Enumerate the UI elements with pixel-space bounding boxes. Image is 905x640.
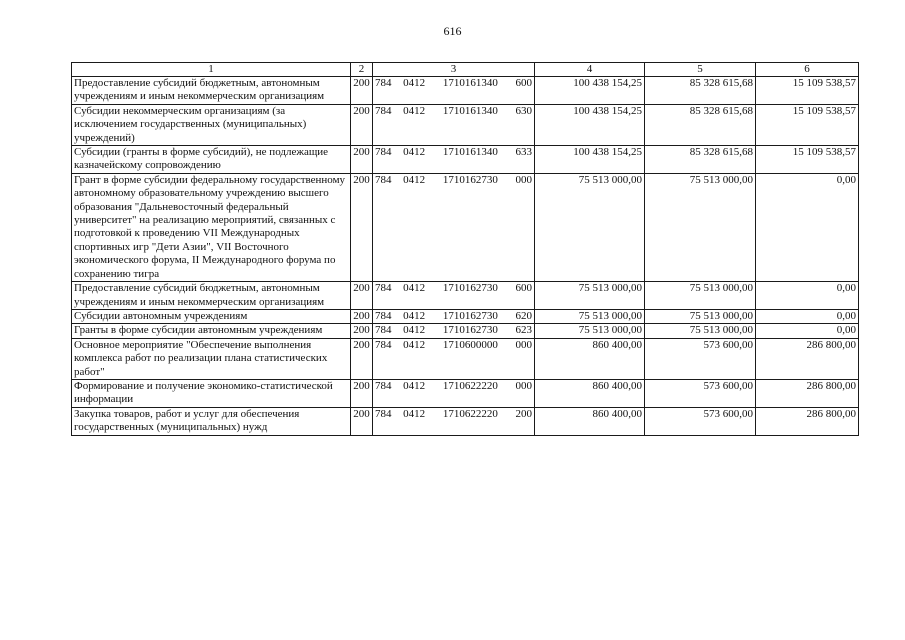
row-col2: 200 xyxy=(351,407,373,435)
header-col-5: 5 xyxy=(645,63,756,77)
table-row xyxy=(72,104,859,145)
row-value-4: 860 400,00 xyxy=(535,338,645,379)
row-col2: 200 xyxy=(351,379,373,407)
code-ved: 784 xyxy=(375,77,392,89)
code-vr: 630 xyxy=(515,104,532,117)
row-value-5: 573 600,00 xyxy=(645,338,756,379)
code-vr: 000 xyxy=(515,173,532,186)
row-col2: 200 xyxy=(351,324,373,338)
row-value-5: 85 328 615,68 xyxy=(645,146,756,174)
code-kcsr: 1710162730 xyxy=(442,173,498,186)
header-col-4: 4 xyxy=(535,63,645,77)
row-col2: 200 xyxy=(351,77,373,105)
row-col2: 200 xyxy=(351,146,373,174)
row-value-6: 0,00 xyxy=(756,282,859,310)
row-col2: 200 xyxy=(351,309,373,323)
code-razdel: 0412 xyxy=(403,379,426,392)
code-vr: 000 xyxy=(515,379,532,392)
table-row xyxy=(72,77,859,105)
row-code xyxy=(373,146,535,174)
header-col-2: 2 xyxy=(351,63,373,77)
code-ved: 784 xyxy=(375,338,392,351)
row-code xyxy=(373,379,535,407)
row-value-6: 0,00 xyxy=(756,324,859,338)
row-value-5: 573 600,00 xyxy=(645,407,756,435)
row-value-5: 85 328 615,68 xyxy=(645,77,756,105)
code-ved: 784 xyxy=(375,146,392,159)
code-vr: 600 xyxy=(515,77,532,89)
code-kcsr: 1710622220 xyxy=(442,407,498,420)
row-value-6: 286 800,00 xyxy=(756,338,859,379)
table-row xyxy=(72,173,859,281)
code-ved: 784 xyxy=(375,309,392,322)
table-row xyxy=(72,324,859,338)
page-number: 616 xyxy=(443,24,462,38)
code-razdel: 0412 xyxy=(403,77,426,89)
code-kcsr: 1710161340 xyxy=(442,77,498,89)
row-name: Гранты в форме субсидии автономным учреждениям xyxy=(72,324,351,338)
row-col2: 200 xyxy=(351,173,373,281)
header-col-6: 6 xyxy=(756,63,859,77)
row-value-5: 573 600,00 xyxy=(645,379,756,407)
row-code xyxy=(373,77,535,105)
row-value-6: 15 109 538,57 xyxy=(756,146,859,174)
row-value-6: 0,00 xyxy=(756,173,859,281)
row-value-6: 286 800,00 xyxy=(756,379,859,407)
row-name: Формирование и получение экономико-статистической информации xyxy=(72,379,351,407)
code-razdel: 0412 xyxy=(403,104,426,117)
table-row xyxy=(72,146,859,174)
code-razdel: 0412 xyxy=(403,173,426,186)
code-kcsr: 1710161340 xyxy=(442,146,498,159)
row-value-4: 75 513 000,00 xyxy=(535,309,645,323)
row-col2: 200 xyxy=(351,282,373,310)
table-row xyxy=(72,338,859,379)
row-value-4: 860 400,00 xyxy=(535,407,645,435)
code-razdel: 0412 xyxy=(403,309,426,322)
row-code xyxy=(373,173,535,281)
row-name: Субсидии некоммерческим организациям (за исключением государственных (муниципальных) учреждений) xyxy=(72,104,351,145)
row-value-4: 75 513 000,00 xyxy=(535,324,645,338)
row-value-5: 75 513 000,00 xyxy=(645,173,756,281)
code-razdel: 0412 xyxy=(403,324,426,337)
code-kcsr: 1710622220 xyxy=(442,379,498,392)
code-vr: 633 xyxy=(515,146,532,159)
row-code xyxy=(373,104,535,145)
row-name: Предоставление субсидий бюджетным, автономным учреждениям и иным некоммерческим организациям xyxy=(72,77,351,105)
row-value-5: 75 513 000,00 xyxy=(645,282,756,310)
code-razdel: 0412 xyxy=(403,407,426,420)
row-value-6: 0,00 xyxy=(756,309,859,323)
code-ved: 784 xyxy=(375,282,392,295)
code-kcsr: 1710162730 xyxy=(442,309,498,322)
code-vr: 620 xyxy=(515,309,532,322)
row-name: Грант в форме субсидии федеральному государственному автономному образовательному учреждению высшего образования "Дальневосточный федеральный университет" на реализацию мероприятий, связанных с подготовкой к проведению VII Международных спортивных игр "Дети Азии", VII Восточного экономического форума, II Международного форума по сохранению тигра xyxy=(72,173,351,281)
code-vr: 000 xyxy=(515,338,532,351)
table-body xyxy=(72,77,859,436)
row-code xyxy=(373,282,535,310)
row-name: Основное мероприятие "Обеспечение выполнения комплекса работ по реализации плана статистических работ" xyxy=(72,338,351,379)
row-value-5: 85 328 615,68 xyxy=(645,104,756,145)
code-vr: 623 xyxy=(515,324,532,337)
row-value-4: 860 400,00 xyxy=(535,379,645,407)
row-value-4: 100 438 154,25 xyxy=(535,146,645,174)
row-name: Субсидии автономным учреждениям xyxy=(72,309,351,323)
row-name: Закупка товаров, работ и услуг для обеспечения государственных (муниципальных) нужд xyxy=(72,407,351,435)
code-ved: 784 xyxy=(375,407,392,420)
header-col-3: 3 xyxy=(373,63,535,77)
row-value-6: 15 109 538,57 xyxy=(756,104,859,145)
code-kcsr: 1710600000 xyxy=(442,338,498,351)
header-row xyxy=(72,63,859,77)
code-kcsr: 1710161340 xyxy=(442,104,498,117)
code-vr: 600 xyxy=(515,282,532,295)
row-value-5: 75 513 000,00 xyxy=(645,309,756,323)
code-ved: 784 xyxy=(375,379,392,392)
row-code xyxy=(373,324,535,338)
table-row xyxy=(72,379,859,407)
code-kcsr: 1710162730 xyxy=(442,282,498,295)
row-value-4: 75 513 000,00 xyxy=(535,282,645,310)
code-razdel: 0412 xyxy=(403,338,426,351)
code-kcsr: 1710162730 xyxy=(442,324,498,337)
row-code xyxy=(373,407,535,435)
row-col2: 200 xyxy=(351,104,373,145)
table-row xyxy=(72,282,859,310)
row-value-4: 75 513 000,00 xyxy=(535,173,645,281)
table-row xyxy=(72,309,859,323)
row-code xyxy=(373,338,535,379)
table-row xyxy=(72,407,859,435)
row-name: Субсидии (гранты в форме субсидий), не подлежащие казначейскому сопровождению xyxy=(72,146,351,174)
code-razdel: 0412 xyxy=(403,282,426,295)
code-ved: 784 xyxy=(375,104,392,117)
code-ved: 784 xyxy=(375,324,392,337)
row-value-6: 15 109 538,57 xyxy=(756,77,859,105)
row-value-4: 100 438 154,25 xyxy=(535,77,645,105)
row-col2: 200 xyxy=(351,338,373,379)
header-col-1: 1 xyxy=(72,63,351,77)
code-vr: 200 xyxy=(515,407,532,420)
row-value-4: 100 438 154,25 xyxy=(535,104,645,145)
row-value-5: 75 513 000,00 xyxy=(645,324,756,338)
row-value-6: 286 800,00 xyxy=(756,407,859,435)
code-ved: 784 xyxy=(375,173,392,186)
row-name: Предоставление субсидий бюджетным, автономным учреждениям и иным некоммерческим организациям xyxy=(72,282,351,310)
code-razdel: 0412 xyxy=(403,146,426,159)
row-code xyxy=(373,309,535,323)
budget-table xyxy=(71,62,859,436)
